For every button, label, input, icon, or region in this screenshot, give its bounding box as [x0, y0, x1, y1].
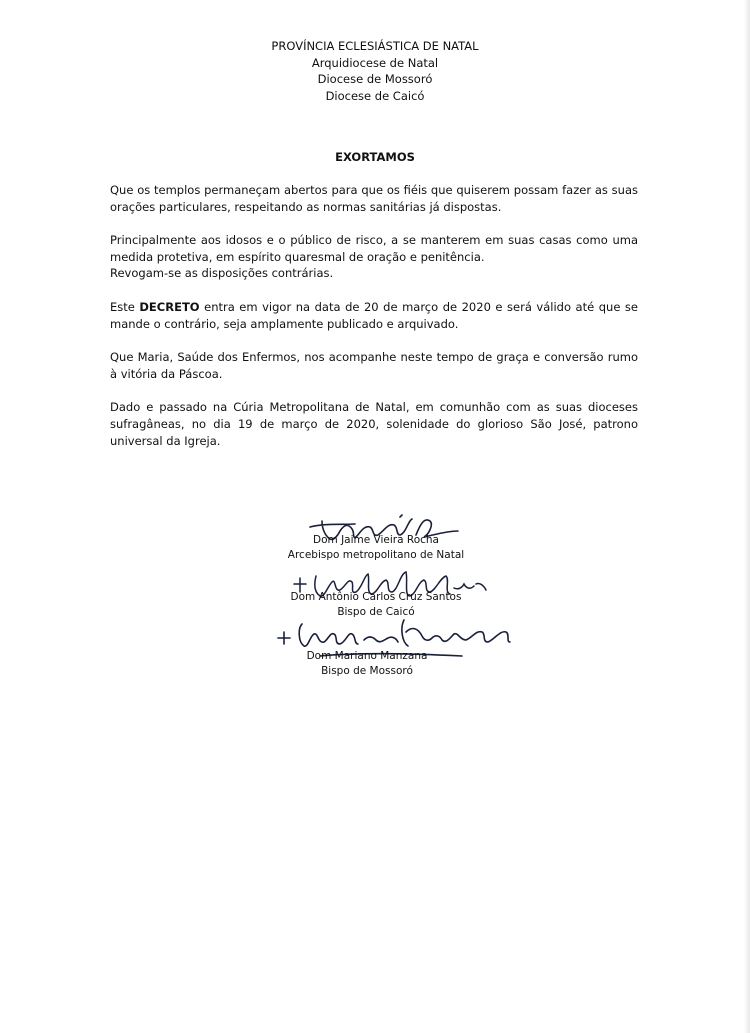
- signatory-name: Dom Antônio Carlos Cruz Santos: [290, 591, 462, 603]
- section-title: EXORTAMOS: [335, 150, 415, 164]
- document-body: [110, 182, 638, 466]
- header-diocese-mossoro: Diocese de Mossoró: [317, 72, 433, 86]
- signatory-name: Dom Jaime Vieira Rocha: [313, 534, 439, 546]
- decree-text-after: entra em vigor na data de 20 de março de 2020 e será válido até que se mande o contrário, seja amplamente publicado e arquivado.: [110, 299, 638, 331]
- paragraph-decree: [110, 299, 638, 332]
- header-diocese-caico: Diocese de Caicó: [325, 88, 425, 103]
- signatory-role: Bispo de Caicó: [337, 606, 415, 618]
- paragraph-elderly: Principalmente aos idosos e o público de risco, a se manterem em suas casas como uma medida protetiva, em espírito quaresmal de oração e penitência.: [110, 233, 638, 264]
- paragraph-temples: Que os templos permaneçam abertos para que os fiéis que quiserem possam fazer as suas orações particulares, respeitando as normas sanitárias já dispostas.: [110, 183, 638, 214]
- paragraph-revocation: Revogam-se as disposições contrárias.: [110, 266, 334, 281]
- header-archdiocese: Arquidiocese de Natal: [311, 55, 439, 70]
- header-province: PROVÍNCIA ECLESIÁSTICA DE NATAL: [271, 39, 479, 53]
- decree-keyword: DECRETO: [139, 299, 200, 314]
- decree-text-before: Este: [110, 299, 140, 314]
- signatory-role: Arcebispo metropolitano de Natal: [287, 549, 465, 561]
- paragraph-given: Dado e passado na Cúria Metropolitana de Natal, em comunhão com as suas dioceses sufragâneas, no dia 19 de março de 2020, solenidade do glorioso São José, patrono universal da Igreja.: [110, 400, 638, 448]
- paragraph-mary: Que Maria, Saúde dos Enfermos, nos acompanhe neste tempo de graça e conversão rumo à vitória da Páscoa.: [110, 350, 638, 381]
- signatory-role: Bispo de Mossoró: [321, 665, 413, 677]
- signature-block-antonio: [1, 590, 750, 620]
- document-header: [0, 38, 750, 104]
- signatory-name: Dom Mariano Manzana: [306, 650, 428, 662]
- signature-block-jaime: [1, 533, 750, 563]
- signature-block-mariano: [0, 649, 742, 679]
